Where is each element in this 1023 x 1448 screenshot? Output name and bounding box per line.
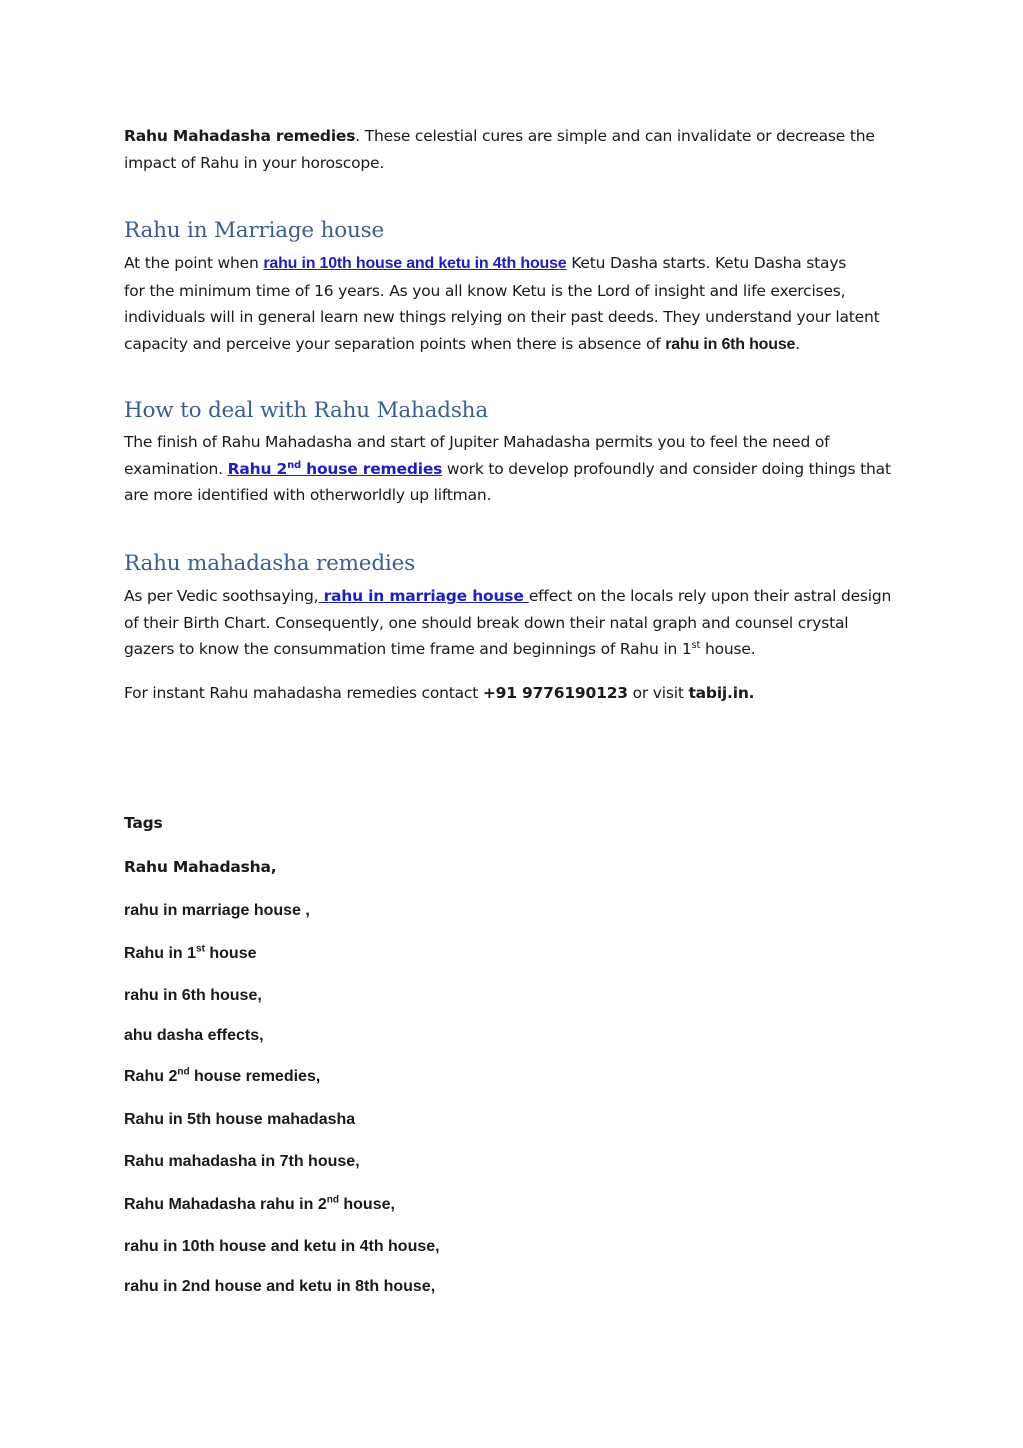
intro-text-1: . These celestial cures are simple and can invalidate or decrease the	[355, 127, 875, 145]
s1-line4-end: .	[795, 334, 800, 353]
section-heading-marriage-house: Rahu in Marriage house	[124, 218, 384, 243]
tag-text: house remedies,	[189, 1068, 321, 1085]
link-text-b: house remedies	[300, 459, 443, 478]
s3-post-text: effect on the locals rely upon their astral design	[528, 587, 892, 605]
tag-sup: nd	[177, 1066, 190, 1078]
s3-line-1	[124, 583, 899, 610]
section-deal-with-body	[124, 429, 899, 509]
s2-line-2	[124, 456, 899, 483]
tag-item: rahu in 6th house,	[124, 987, 262, 1004]
s1-line-1	[124, 250, 899, 278]
section-remedies-body	[124, 583, 899, 663]
link-sup: nd	[287, 459, 301, 471]
tag-item: rahu in marriage house ,	[124, 902, 310, 919]
section-heading-remedies: Rahu mahadasha remedies	[124, 551, 415, 576]
tag-item	[124, 1068, 320, 1086]
tag-item: Rahu in 5th house mahadasha	[124, 1111, 356, 1128]
s3-line3-end: house.	[700, 640, 756, 658]
contact-mid: or visit	[627, 684, 689, 702]
s2-line-3: are more identified with otherworldly up liftman.	[124, 486, 492, 504]
link-rahu-10th-ketu-4th[interactable]: rahu in 10th house and ketu in 4th house	[263, 255, 567, 272]
tag-item: Rahu mahadasha in 7th house,	[124, 1153, 360, 1170]
s3-sup: st	[691, 639, 701, 651]
link-text-a: Rahu 2	[227, 459, 288, 478]
contact-pre: For instant Rahu mahadasha remedies contact	[124, 684, 483, 702]
intro-line-1	[124, 123, 899, 150]
tag-item: rahu in 10th house and ketu in 4th house,	[124, 1238, 440, 1255]
s1-line4-text: capacity and perceive your separation points when there is absence of	[124, 334, 666, 353]
intro-line-2: impact of Rahu in your horoscope.	[124, 153, 385, 172]
section-marriage-house-body	[124, 250, 899, 358]
s1-pre-text: At the point when	[124, 254, 264, 272]
intro-paragraph	[124, 123, 899, 176]
section-heading-deal-with: How to deal with Rahu Mahadsha	[124, 398, 488, 423]
s1-line-4	[124, 331, 899, 359]
s3-line-3	[124, 636, 899, 663]
link-rahu-in-marriage-house[interactable]: rahu in marriage house	[318, 587, 529, 605]
tag-text: Rahu 2	[124, 1068, 178, 1085]
s2-pre-text: examination.	[124, 459, 228, 478]
s2-line-1: The finish of Rahu Mahadasha and start of Jupiter Mahadasha permits you to feel the need of	[124, 433, 830, 451]
s1-post-text: Ketu Dasha starts. Ketu Dasha stays	[566, 254, 847, 272]
tag-text: Rahu Mahadasha rahu in 2	[124, 1196, 327, 1213]
s3-pre-text: As per Vedic soothsaying,	[124, 587, 319, 605]
s1-line-3: individuals will in general learn new things relying on their past deeds. They understand your latent	[124, 308, 880, 326]
s3-line-2: of their Birth Chart. Consequently, one should break down their natal graph and counsel crystal	[124, 613, 849, 632]
s1-bold-rahu-6th: rahu in 6th house	[665, 335, 796, 353]
s1-line-2: for the minimum time of 16 years. As you all know Ketu is the Lord of insight and life exercises,	[124, 281, 846, 300]
tag-item: ahu dasha effects,	[124, 1027, 264, 1044]
contact-line	[124, 680, 899, 707]
intro-lead-bold: Rahu Mahadasha remedies	[124, 127, 356, 145]
s3-line3-text: gazers to know the consummation time frame and beginnings of Rahu in 1	[124, 640, 692, 658]
tag-item: Rahu Mahadasha,	[124, 858, 277, 876]
tag-text: Rahu in 1	[124, 945, 197, 962]
tags-title: Tags	[124, 814, 163, 832]
tag-item	[124, 945, 256, 963]
tag-sup: nd	[326, 1194, 339, 1206]
s2-post-text: work to develop profoundly and consider doing things that	[442, 459, 891, 478]
link-rahu-2nd-house-remedies[interactable]	[228, 460, 443, 478]
tag-text: house,	[338, 1196, 395, 1213]
contact-site: tabij.in.	[688, 684, 755, 702]
tag-text: house	[204, 945, 257, 962]
tag-sup: st	[196, 943, 205, 955]
contact-phone: +91 9776190123	[482, 684, 628, 702]
tag-item: rahu in 2nd house and ketu in 8th house,	[124, 1278, 436, 1295]
tag-item	[124, 1196, 395, 1214]
